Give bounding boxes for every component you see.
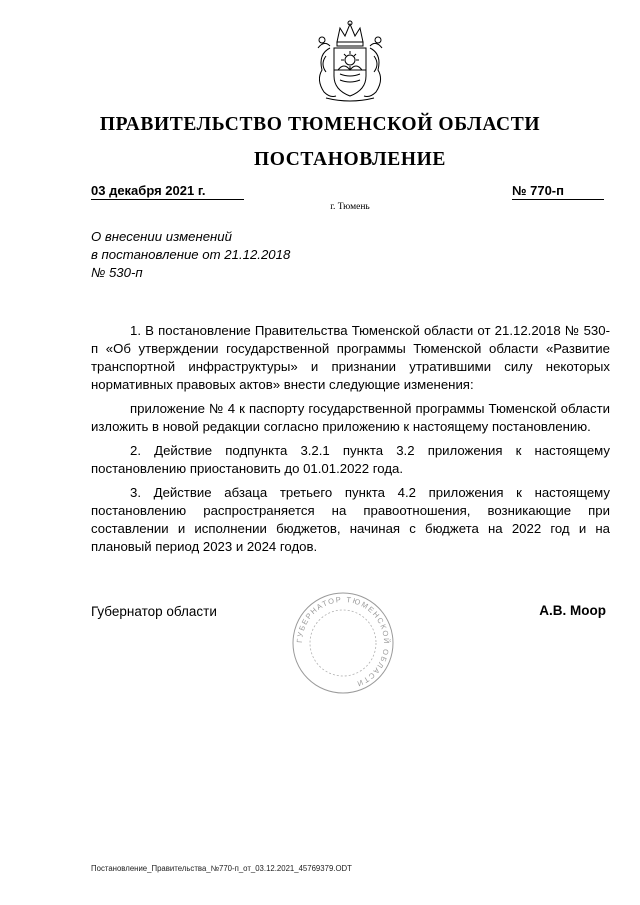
svg-text:ГУБЕРНАТОР ТЮМЕНСКОЙ ОБЛАСТИ: ГУБЕРНАТОР ТЮМЕНСКОЙ ОБЛАСТИ	[294, 594, 392, 689]
subject-line: № 530-п	[91, 265, 143, 280]
document-subject	[91, 228, 391, 282]
document-city: г. Тюмень	[330, 202, 370, 212]
document-body	[91, 322, 610, 562]
coat-of-arms-icon	[300, 18, 400, 104]
subject-line: в постановление от 21.12.2018	[91, 247, 291, 262]
body-paragraph: 2. Действие подпункта 3.2.1 пункта 3.2 приложения к настоящему постановлению приостановить до 01.01.2022 года.	[91, 443, 610, 476]
subject-line: О внесении изменений	[91, 229, 232, 244]
document-type: ПОСТАНОВЛЕНИЕ	[253, 149, 447, 170]
document-date: 03 декабря 2021 г.	[91, 183, 244, 200]
footer-filename: Постановление_Правительства_№770-п_от_03.12.2021_45769379.ODT	[91, 864, 352, 873]
body-paragraph: 3. Действие абзаца третьего пункта 4.2 приложения к настоящему постановлению распространяется на правоотношения, возникающие при составлении и исполнении бюджетов, начиная с бюджета на 2022 год и на плановый период 2023 и 2024 годов.	[91, 485, 610, 554]
signer-name: А.В. Моор	[539, 603, 606, 618]
official-stamp	[290, 590, 396, 696]
body-paragraph: приложение № 4 к паспорту государственной программы Тюменской области изложить в новой редакции согласно приложению к настоящему постановлению.	[91, 401, 610, 434]
body-paragraph: 1. В постановление Правительства Тюменской области от 21.12.2018 № 530-п «Об утверждении государственной программы Тюменской области «Развитие транспортной инфраструктуры» и признании утратившими силу некоторых нормативных правовых актов» внести следующие изменения:	[91, 323, 610, 392]
document-number: № 770-п	[512, 183, 604, 200]
organization-title: ПРАВИТЕЛЬСТВО ТЮМЕНСКОЙ ОБЛАСТИ	[99, 114, 541, 135]
signer-title: Губернатор области	[91, 604, 217, 619]
